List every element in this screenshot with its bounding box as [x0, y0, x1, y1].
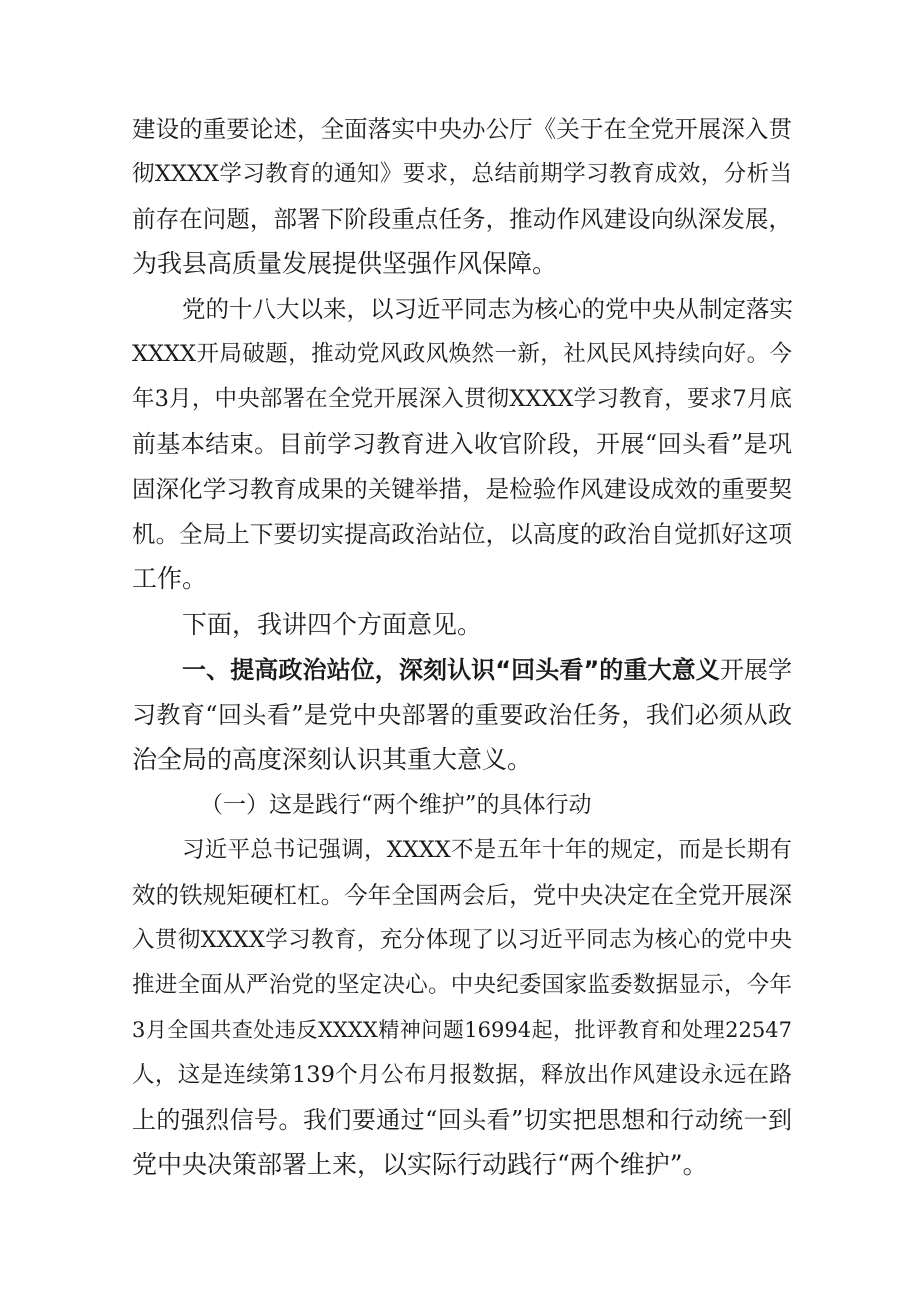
paragraph-line: 习近平总书记强调，XXXX不是五年十年的规定，而是长期有 — [182, 837, 792, 863]
section-heading: 一、提高政治站位，深刻认识“回头看”的重大意义 — [182, 656, 720, 684]
paragraph-line: 工作。 — [132, 564, 208, 593]
paragraph-line: 建设的重要论述，全面落实中央办公厅《关于在全党开展深入贯 — [132, 115, 792, 143]
paragraph-line: XXXX开局破题，推动党风政风焕然一新，社风民风持续向好。今 — [132, 341, 792, 367]
paragraph-line: 年3月，中央部署在全党开展深入贯彻XXXX学习教育，要求7月底 — [132, 386, 792, 412]
paragraph-line: 彻XXXX学习教育的通知》要求，总结前期学习教育成效，分析当 — [132, 161, 792, 187]
paragraph-line: 前存在问题，部署下阶段重点任务，推动作风建设向纵深发展， — [132, 205, 792, 233]
paragraph-line: 3月全国共查处违反XXXX精神问题16994起，批评教育和处理22547 — [132, 1018, 792, 1042]
section-heading-line — [182, 648, 792, 692]
paragraph-line: 习教育“回头看”是党中央部署的重要政治任务，我们必须从政 — [132, 701, 792, 729]
paragraph-line: 效的铁规矩硬杠杠。今年全国两会后，党中央决定在全党开展深 — [132, 881, 792, 909]
paragraph-line: 上的强烈信号。我们要通过“回头看”切实把思想和行动统一到 — [132, 1106, 792, 1134]
paragraph-line: 机。全局上下要切实提高政治站位，以高度的政治自觉抓好这项 — [132, 520, 792, 548]
paragraph-line: 前基本结束。目前学习教育进入收官阶段，开展“回头看”是巩 — [132, 430, 792, 458]
paragraph-line: 固深化学习教育成果的关键举措，是检验作风建设成效的重要契 — [132, 475, 792, 503]
paragraph-line: 推进全面从严治党的坚定决心。中央纪委国家监委数据显示，今年 — [132, 972, 792, 998]
paragraph-line: 为我县高质量发展提供坚强作风保障。 — [132, 249, 558, 278]
paragraph-line: 人，这是连续第139个月公布月报数据，释放出作风建设永远在路 — [132, 1062, 792, 1088]
paragraph-line: 入贯彻XXXX学习教育，充分体现了以习近平同志为核心的党中央 — [132, 927, 792, 953]
section-heading-tail: 开展学 — [719, 656, 793, 684]
paragraph-line: 下面，我讲四个方面意见。 — [182, 610, 483, 639]
paragraph-line: 党的十八大以来，以习近平同志为核心的党中央从制定落实 — [182, 295, 793, 323]
paragraph-line: 党中央决策部署上来，以实际行动践行“两个维护”。 — [132, 1150, 708, 1179]
paragraph-line: 治全局的高度深刻认识其重大意义。 — [132, 745, 533, 774]
sub-heading: （一）这是践行“两个维护”的具体行动 — [200, 792, 592, 818]
